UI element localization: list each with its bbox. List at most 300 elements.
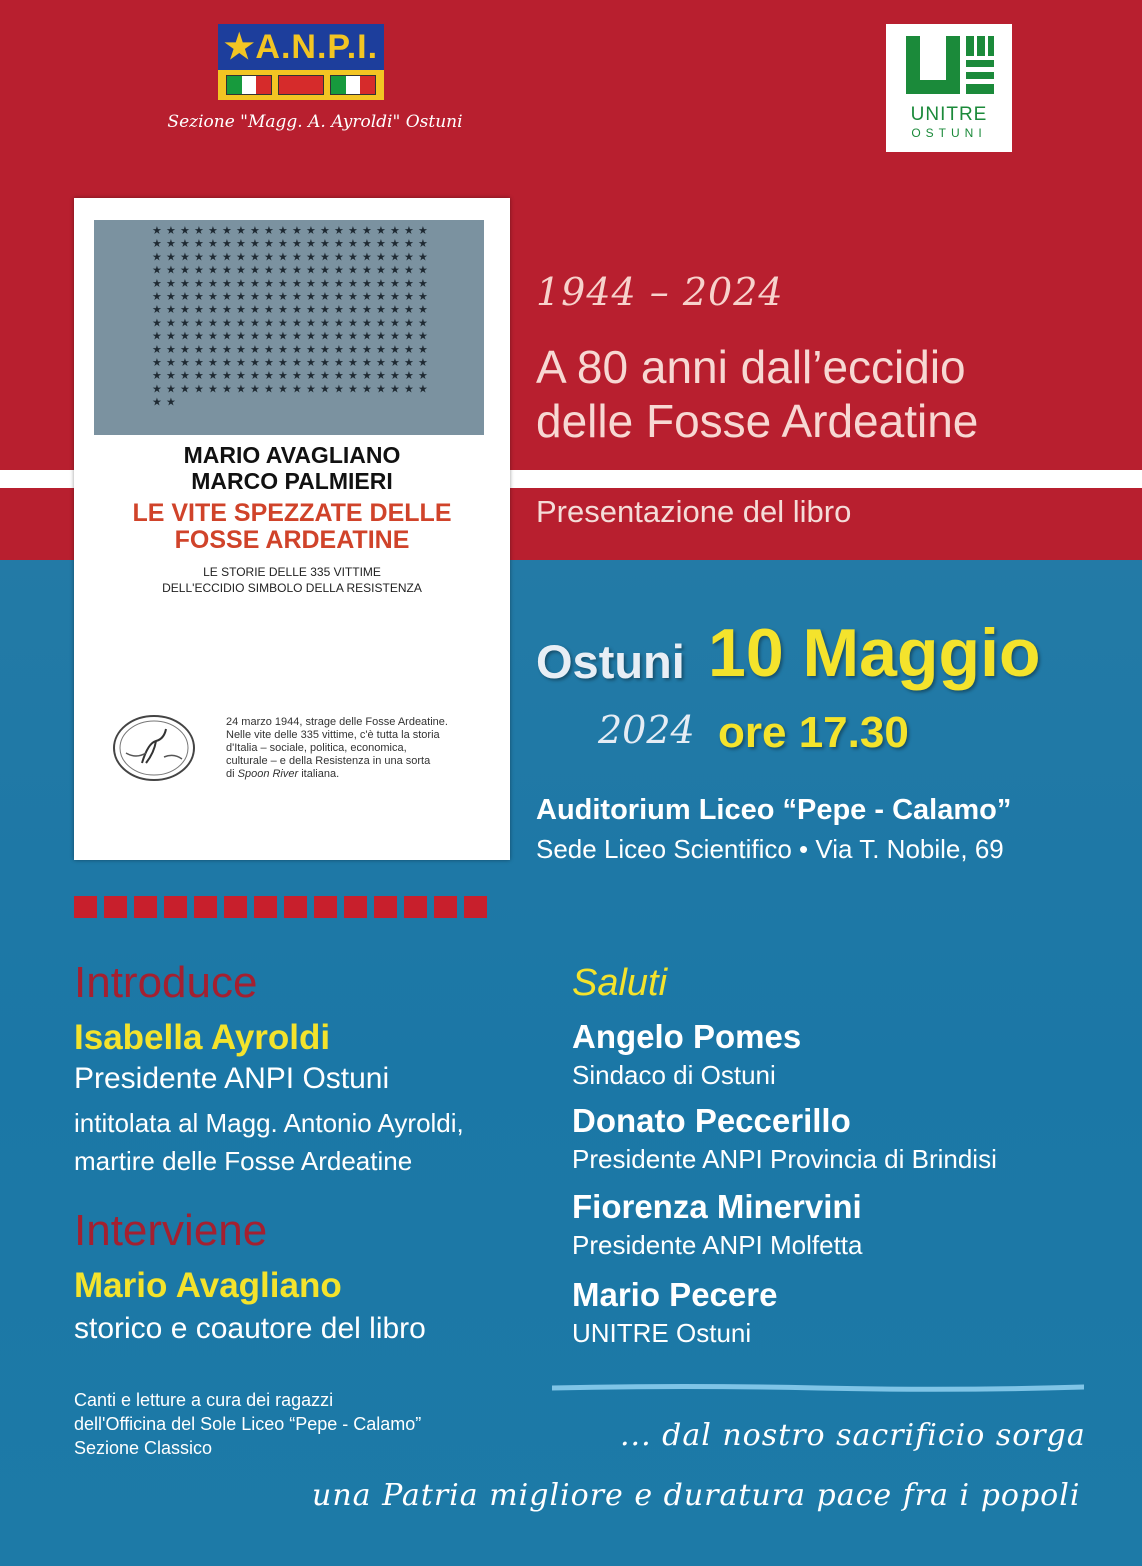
star-icon: ★ — [404, 329, 414, 343]
star-icon: ★ — [250, 276, 260, 290]
event-address: Sede Liceo Scientifico • Via T. Nobile, 69 — [536, 834, 1004, 864]
canti-line-2: dell'Officina del Sole Liceo “Pepe - Calamo” — [74, 1414, 422, 1434]
star-icon: ★ — [334, 290, 344, 303]
guest-role: Sindaco di Ostuni — [572, 1060, 776, 1090]
star-icon: ★ — [362, 276, 372, 290]
book-blurb — [226, 716, 466, 781]
star-icon: ★ — [180, 356, 190, 369]
star-icon: ★ — [222, 369, 232, 383]
star-icon: ★ — [418, 250, 428, 264]
star-icon: ★ — [236, 329, 246, 343]
star-icon: ★ — [306, 382, 316, 396]
star-icon: ★ — [208, 250, 218, 264]
star-icon: ★ — [208, 263, 218, 277]
star-icon: ★ — [376, 316, 386, 330]
star-icon: ★ — [152, 329, 162, 343]
star-icon: ★ — [292, 237, 302, 251]
interviene-role: storico e coautore del libro — [74, 1312, 426, 1345]
star-icon: ★ — [180, 276, 190, 290]
star-icon: ★ — [404, 369, 414, 383]
star-icon: ★ — [376, 369, 386, 383]
star-icon: ★ — [376, 342, 386, 356]
star-icon: ★ — [404, 356, 414, 369]
star-icon: ★ — [418, 224, 428, 237]
star-icon: ★ — [306, 224, 316, 237]
star-icon: ★ — [250, 356, 260, 369]
star-icon: ★ — [390, 290, 400, 303]
book-title-line-2: FOSSE ARDEATINE — [174, 526, 410, 554]
star-icon: ★ — [334, 342, 344, 356]
star-icon: ★ — [418, 276, 428, 290]
star-icon: ★ — [362, 303, 372, 317]
star-icon: ★ — [348, 303, 358, 317]
star-icon: ★ — [292, 303, 302, 317]
guest-name: Mario Pecere — [572, 1276, 778, 1313]
star-icon: ★ — [278, 369, 288, 383]
star-icon: ★ — [334, 382, 344, 396]
star-icon: ★ — [278, 290, 288, 303]
star-icon: ★ — [292, 224, 302, 237]
star-icon: ★ — [222, 276, 232, 290]
star-icon: ★ — [166, 342, 176, 356]
introduce-note-line-1: intitolata al Magg. Antonio Ayroldi, — [74, 1108, 464, 1138]
star-icon: ★ — [264, 329, 274, 343]
star-icon: ★ — [194, 263, 204, 277]
star-icon: ★ — [320, 276, 330, 290]
star-icon: ★ — [390, 263, 400, 277]
event-year: 2024 — [598, 708, 695, 752]
star-icon: ★ — [278, 237, 288, 251]
star-icon: ★ — [348, 356, 358, 369]
star-icon: ★ — [292, 263, 302, 277]
star-icon: ★ — [152, 303, 162, 317]
star-icon: ★ — [222, 250, 232, 264]
introduce-note — [74, 1104, 464, 1180]
stars-grid-icon — [94, 220, 484, 435]
star-icon: ★ — [250, 382, 260, 396]
anpi-logo-text: ★A.N.P.I. — [218, 24, 384, 70]
event-time: ore 17.30 — [718, 708, 909, 757]
star-icon: ★ — [292, 316, 302, 330]
star-icon: ★ — [222, 316, 232, 330]
star-icon: ★ — [306, 290, 316, 303]
star-icon: ★ — [390, 303, 400, 317]
star-icon: ★ — [222, 356, 232, 369]
star-icon: ★ — [166, 276, 176, 290]
star-icon: ★ — [194, 224, 204, 237]
star-icon: ★ — [250, 316, 260, 330]
star-icon: ★ — [194, 290, 204, 303]
star-icon: ★ — [166, 303, 176, 317]
star-icon: ★ — [334, 237, 344, 251]
star-icon: ★ — [362, 382, 372, 396]
star-icon: ★ — [278, 224, 288, 237]
guest-role: Presidente ANPI Molfetta — [572, 1230, 863, 1260]
book-blurb-line-2: Nelle vite delle 335 vittime, c'è tutta la storia — [226, 729, 440, 741]
star-icon: ★ — [194, 237, 204, 251]
star-icon: ★ — [418, 342, 428, 356]
star-icon: ★ — [292, 250, 302, 264]
star-icon: ★ — [362, 250, 372, 264]
star-icon: ★ — [278, 250, 288, 264]
book-blurb-line-5 — [226, 768, 466, 781]
star-icon: ★ — [278, 382, 288, 396]
book-title — [74, 500, 510, 554]
star-icon: ★ — [320, 329, 330, 343]
star-icon: ★ — [166, 250, 176, 264]
star-icon: ★ — [320, 316, 330, 330]
star-icon: ★ — [180, 250, 190, 264]
star-icon: ★ — [208, 290, 218, 303]
star-icon: ★ — [208, 356, 218, 369]
star-icon: ★ — [222, 329, 232, 343]
decorative-squares — [74, 896, 510, 918]
star-icon: ★ — [362, 369, 372, 383]
star-icon: ★ — [236, 382, 246, 396]
guest-name: Angelo Pomes — [572, 1018, 802, 1055]
star-icon: ★ — [194, 303, 204, 317]
star-icon: ★ — [180, 369, 190, 383]
einaudi-emblem-icon — [112, 713, 196, 783]
star-icon: ★ — [362, 329, 372, 343]
star-icon: ★ — [404, 303, 414, 317]
anniversary-line-2: delle Fosse Ardeatine — [536, 395, 979, 447]
star-icon: ★ — [222, 342, 232, 356]
star-icon: ★ — [278, 342, 288, 356]
star-icon: ★ — [250, 263, 260, 277]
star-icon: ★ — [208, 316, 218, 330]
star-icon: ★ — [348, 290, 358, 303]
star-icon: ★ — [306, 329, 316, 343]
book-blurb-line-1: 24 marzo 1944, strage delle Fosse Ardeatine. — [226, 716, 448, 728]
star-icon: ★ — [306, 342, 316, 356]
star-icon: ★ — [320, 237, 330, 251]
star-icon: ★ — [362, 290, 372, 303]
star-icon: ★ — [404, 382, 414, 396]
star-icon: ★ — [306, 356, 316, 369]
unitre-city: OSTUNI — [911, 126, 987, 140]
star-icon: ★ — [180, 237, 190, 251]
star-icon: ★ — [208, 303, 218, 317]
interviene-label: Interviene — [74, 1206, 268, 1255]
star-icon: ★ — [320, 369, 330, 383]
anpi-section-name: Sezione "Magg. A. Ayroldi" Ostuni — [167, 112, 463, 132]
star-icon: ★ — [334, 369, 344, 383]
star-icon: ★ — [404, 250, 414, 264]
star-icon: ★ — [390, 382, 400, 396]
star-icon: ★ — [278, 316, 288, 330]
star-icon: ★ — [166, 316, 176, 330]
star-icon: ★ — [362, 237, 372, 251]
star-icon: ★ — [348, 276, 358, 290]
star-icon: ★ — [236, 263, 246, 277]
star-icon: ★ — [348, 342, 358, 356]
star-icon: ★ — [362, 263, 372, 277]
star-icon: ★ — [390, 356, 400, 369]
star-icon: ★ — [334, 250, 344, 264]
star-icon: ★ — [180, 342, 190, 356]
quote-line-2: una Patria migliore e duratura pace fra i popoli — [312, 1478, 1081, 1513]
anniversary-heading — [536, 340, 1116, 448]
star-icon: ★ — [194, 369, 204, 383]
star-icon: ★ — [208, 382, 218, 396]
star-icon: ★ — [348, 369, 358, 383]
star-icon: ★ — [166, 237, 176, 251]
star-icon: ★ — [348, 329, 358, 343]
star-icon: ★ — [152, 369, 162, 383]
guest-name: Fiorenza Minervini — [572, 1188, 862, 1225]
star-icon: ★ — [390, 237, 400, 251]
star-icon: ★ — [390, 369, 400, 383]
presentation-label: Presentazione del libro — [536, 494, 852, 529]
star-icon: ★ — [236, 356, 246, 369]
star-icon: ★ — [306, 303, 316, 317]
star-icon: ★ — [334, 303, 344, 317]
star-icon: ★ — [292, 342, 302, 356]
star-icon: ★ — [320, 382, 330, 396]
star-icon: ★ — [278, 276, 288, 290]
star-icon: ★ — [334, 263, 344, 277]
anniversary-line-1: A 80 anni dall’eccidio — [536, 341, 966, 393]
star-icon: ★ — [334, 276, 344, 290]
star-icon: ★ — [292, 276, 302, 290]
star-icon: ★ — [376, 224, 386, 237]
star-icon: ★ — [404, 316, 414, 330]
star-icon: ★ — [250, 329, 260, 343]
star-icon: ★ — [152, 263, 162, 277]
star-icon: ★ — [320, 303, 330, 317]
star-icon: ★ — [278, 356, 288, 369]
event-venue: Auditorium Liceo “Pepe - Calamo” — [536, 794, 1012, 826]
star-icon: ★ — [376, 237, 386, 251]
star-icon: ★ — [180, 303, 190, 317]
star-icon: ★ — [236, 316, 246, 330]
italian-flags-icon — [218, 70, 384, 100]
star-icon: ★ — [180, 263, 190, 277]
star-icon: ★ — [320, 342, 330, 356]
star-icon: ★ — [320, 263, 330, 277]
star-icon: ★ — [152, 237, 162, 251]
star-icon: ★ — [348, 263, 358, 277]
star-icon: ★ — [376, 303, 386, 317]
star-icon: ★ — [306, 276, 316, 290]
star-icon: ★ — [194, 342, 204, 356]
star-icon: ★ — [208, 369, 218, 383]
book-subtitle-line-2: DELL'ECCIDIO SIMBOLO DELLA RESISTENZA — [162, 581, 422, 595]
star-icon: ★ — [152, 276, 162, 290]
star-icon: ★ — [306, 250, 316, 264]
star-icon: ★ — [236, 276, 246, 290]
star-icon: ★ — [348, 237, 358, 251]
star-icon: ★ — [418, 316, 428, 330]
canti-note — [74, 1388, 514, 1460]
star-icon: ★ — [320, 224, 330, 237]
star-icon: ★ — [264, 290, 274, 303]
star-icon: ★ — [250, 250, 260, 264]
years-range: 1944 – 2024 — [536, 270, 784, 314]
star-icon: ★ — [194, 250, 204, 264]
star-icon: ★ — [236, 342, 246, 356]
star-icon: ★ — [404, 276, 414, 290]
star-icon: ★ — [418, 290, 428, 303]
star-icon: ★ — [390, 250, 400, 264]
star-icon: ★ — [334, 224, 344, 237]
star-icon: ★ — [390, 316, 400, 330]
star-icon: ★ — [180, 316, 190, 330]
star-icon: ★ — [418, 329, 428, 343]
star-icon: ★ — [362, 316, 372, 330]
star-icon: ★ — [418, 369, 428, 383]
star-icon: ★ — [264, 224, 274, 237]
star-icon: ★ — [236, 369, 246, 383]
star-icon: ★ — [152, 316, 162, 330]
star-icon: ★ — [222, 382, 232, 396]
star-icon: ★ — [418, 237, 428, 251]
star-icon: ★ — [320, 356, 330, 369]
star-icon: ★ — [278, 303, 288, 317]
star-icon: ★ — [166, 382, 176, 396]
star-icon: ★ — [180, 382, 190, 396]
star-icon: ★ — [180, 224, 190, 237]
star-icon: ★ — [236, 303, 246, 317]
star-icon: ★ — [334, 329, 344, 343]
star-icon: ★ — [152, 290, 162, 303]
star-icon: ★ — [208, 237, 218, 251]
blurb-prefix: di — [226, 768, 238, 780]
event-city: Ostuni — [536, 635, 685, 688]
star-icon: ★ — [376, 382, 386, 396]
star-icon: ★ — [376, 356, 386, 369]
star-icon: ★ — [208, 224, 218, 237]
event-date: 10 Maggio — [708, 615, 1041, 691]
star-icon: ★ — [152, 224, 162, 237]
saluti-label: Saluti — [572, 962, 668, 1004]
star-icon: ★ — [376, 263, 386, 277]
star-icon: ★ — [180, 290, 190, 303]
star-icon: ★ — [264, 250, 274, 264]
star-icon: ★ — [278, 263, 288, 277]
star-icon: ★ — [264, 276, 274, 290]
star-icon: ★ — [194, 276, 204, 290]
star-icon: ★ — [390, 276, 400, 290]
star-icon: ★ — [376, 290, 386, 303]
star-icon: ★ — [362, 356, 372, 369]
star-icon: ★ — [152, 342, 162, 356]
star-icon: ★ — [362, 224, 372, 237]
star-icon: ★ — [292, 382, 302, 396]
star-icon: ★ — [376, 329, 386, 343]
star-icon: ★ — [166, 224, 176, 237]
star-icon: ★ — [194, 316, 204, 330]
star-icon: ★ — [208, 276, 218, 290]
star-icon: ★ — [166, 263, 176, 277]
star-icon: ★ — [306, 263, 316, 277]
star-icon: ★ — [334, 316, 344, 330]
star-icon: ★ — [390, 342, 400, 356]
canti-line-1: Canti e letture a cura dei ragazzi — [74, 1390, 334, 1410]
star-icon: ★ — [166, 369, 176, 383]
star-icon: ★ — [180, 329, 190, 343]
star-icon: ★ — [292, 329, 302, 343]
book-cover — [74, 198, 510, 860]
star-icon: ★ — [264, 356, 274, 369]
star-icon: ★ — [264, 382, 274, 396]
star-icon: ★ — [194, 329, 204, 343]
canti-line-3: Sezione Classico — [74, 1438, 213, 1458]
star-icon: ★ — [404, 224, 414, 237]
introduce-label: Introduce — [74, 958, 258, 1007]
star-icon: ★ — [236, 250, 246, 264]
book-blurb-line-4: culturale – e della Resistenza in una sorta — [226, 755, 431, 767]
star-icon: ★ — [348, 250, 358, 264]
star-icon: ★ — [152, 250, 162, 264]
star-icon: ★ — [264, 342, 274, 356]
star-icon: ★ — [418, 382, 428, 396]
star-icon: ★ — [222, 303, 232, 317]
star-icon: ★ — [278, 329, 288, 343]
star-icon: ★ — [306, 316, 316, 330]
introduce-name: Isabella Ayroldi — [74, 1018, 331, 1057]
book-authors — [74, 442, 510, 494]
star-icon: ★ — [152, 395, 162, 409]
star-icon: ★ — [404, 342, 414, 356]
star-icon: ★ — [418, 356, 428, 369]
star-icon: ★ — [404, 263, 414, 277]
star-icon: ★ — [264, 263, 274, 277]
star-icon: ★ — [292, 356, 302, 369]
star-icon: ★ — [250, 342, 260, 356]
star-icon: ★ — [404, 237, 414, 251]
star-icon: ★ — [208, 342, 218, 356]
introduce-role: Presidente ANPI Ostuni — [74, 1062, 390, 1095]
star-icon: ★ — [418, 303, 428, 317]
star-icon: ★ — [236, 237, 246, 251]
star-icon: ★ — [236, 224, 246, 237]
star-icon: ★ — [376, 276, 386, 290]
guest-name: Donato Peccerillo — [572, 1102, 851, 1139]
quote-line-1: ... dal nostro sacrificio sorga — [620, 1418, 1086, 1453]
star-icon: ★ — [320, 290, 330, 303]
star-icon: ★ — [334, 356, 344, 369]
star-icon: ★ — [166, 329, 176, 343]
star-icon: ★ — [152, 382, 162, 396]
star-icon: ★ — [194, 356, 204, 369]
interviene-name: Mario Avagliano — [74, 1266, 342, 1305]
star-icon: ★ — [320, 250, 330, 264]
book-title-line-1: LE VITE SPEZZATE DELLE — [132, 499, 452, 527]
brush-stroke-divider — [552, 1384, 1084, 1392]
star-icon: ★ — [250, 290, 260, 303]
book-subtitle — [74, 564, 510, 596]
star-icon: ★ — [376, 250, 386, 264]
star-icon: ★ — [250, 369, 260, 383]
star-icon: ★ — [222, 290, 232, 303]
star-icon: ★ — [250, 303, 260, 317]
star-icon: ★ — [166, 290, 176, 303]
star-icon: ★ — [222, 224, 232, 237]
star-icon: ★ — [362, 342, 372, 356]
star-icon: ★ — [250, 237, 260, 251]
star-icon: ★ — [236, 290, 246, 303]
star-icon: ★ — [418, 263, 428, 277]
star-icon: ★ — [292, 369, 302, 383]
star-icon: ★ — [264, 237, 274, 251]
star-icon: ★ — [348, 316, 358, 330]
star-icon: ★ — [292, 290, 302, 303]
guest-role: UNITRE Ostuni — [572, 1318, 752, 1348]
star-icon: ★ — [306, 369, 316, 383]
star-icon: ★ — [348, 382, 358, 396]
